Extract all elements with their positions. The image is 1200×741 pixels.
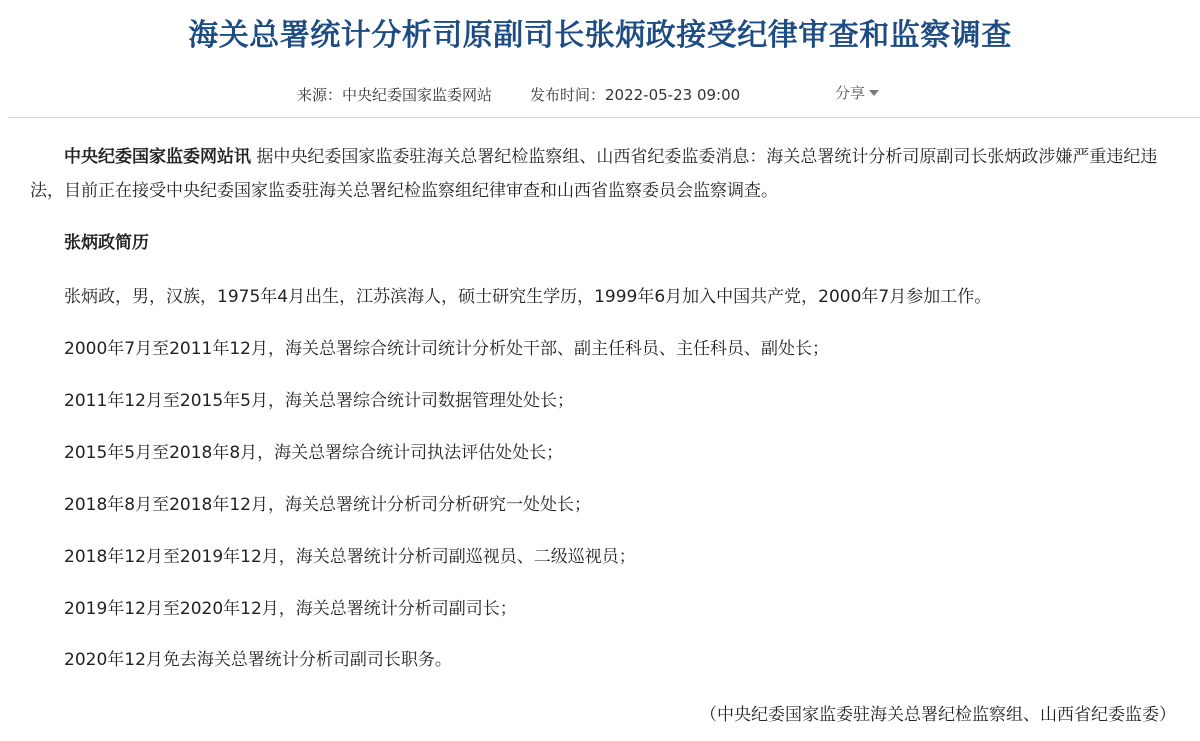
article-source-note: （中央纪委国家监委驻海关总署纪检监察组、山西省纪委监委） bbox=[700, 705, 1176, 725]
lead-text: 据中央纪委国家监委驻海关总署纪检监察组、山西省纪委监委消息：海关总署统计分析司原副司长张炳政涉嫌严重违纪违法，目前正在接受中央纪委国家监委驻海关总署纪检监察组纪律审查和山西省监察委员会监察调查。 bbox=[30, 147, 1158, 201]
career-item: 2020年12月免去海关总署统计分析司副司长职务。 bbox=[64, 650, 452, 670]
career-item: 2011年12月至2015年5月，海关总署综合统计司数据管理处处长； bbox=[64, 391, 574, 411]
career-item: 2018年8月至2018年12月，海关总署统计分析司分析研究一处处长； bbox=[64, 495, 591, 515]
resume-heading: 张炳政简历 bbox=[64, 233, 149, 253]
article-publish-time: 发布时间：2022-05-23 09:00 bbox=[530, 86, 741, 104]
share-label: 分享 bbox=[835, 84, 866, 102]
article-title: 海关总署统计分析司原副司长张炳政接受纪律审查和监察调查 bbox=[188, 18, 1012, 53]
career-item: 2000年7月至2011年12月，海关总署综合统计司统计分析处干部、副主任科员、主任科员、副处长； bbox=[64, 339, 829, 359]
header-divider bbox=[8, 117, 1200, 118]
caret-down-icon bbox=[869, 90, 879, 96]
career-item: 2015年5月至2018年8月，海关总署综合统计司执法评估处处长； bbox=[64, 443, 564, 463]
career-item: 2018年12月至2019年12月，海关总署统计分析司副巡视员、二级巡视员； bbox=[64, 547, 636, 567]
article-meta bbox=[0, 82, 1200, 108]
bio-paragraph: 张炳政，男，汉族，1975年4月出生，江苏滨海人，硕士研究生学历，1999年6月加入中国共产党，2000年7月参加工作。 bbox=[64, 287, 992, 307]
article-source: 来源：中央纪委国家监委网站 bbox=[297, 86, 493, 104]
lead-source-bold: 中央纪委国家监委网站讯 bbox=[64, 147, 251, 167]
lead-paragraph bbox=[30, 140, 1185, 208]
share-button[interactable] bbox=[835, 80, 879, 106]
career-item: 2019年12月至2020年12月，海关总署统计分析司副司长； bbox=[64, 599, 517, 619]
